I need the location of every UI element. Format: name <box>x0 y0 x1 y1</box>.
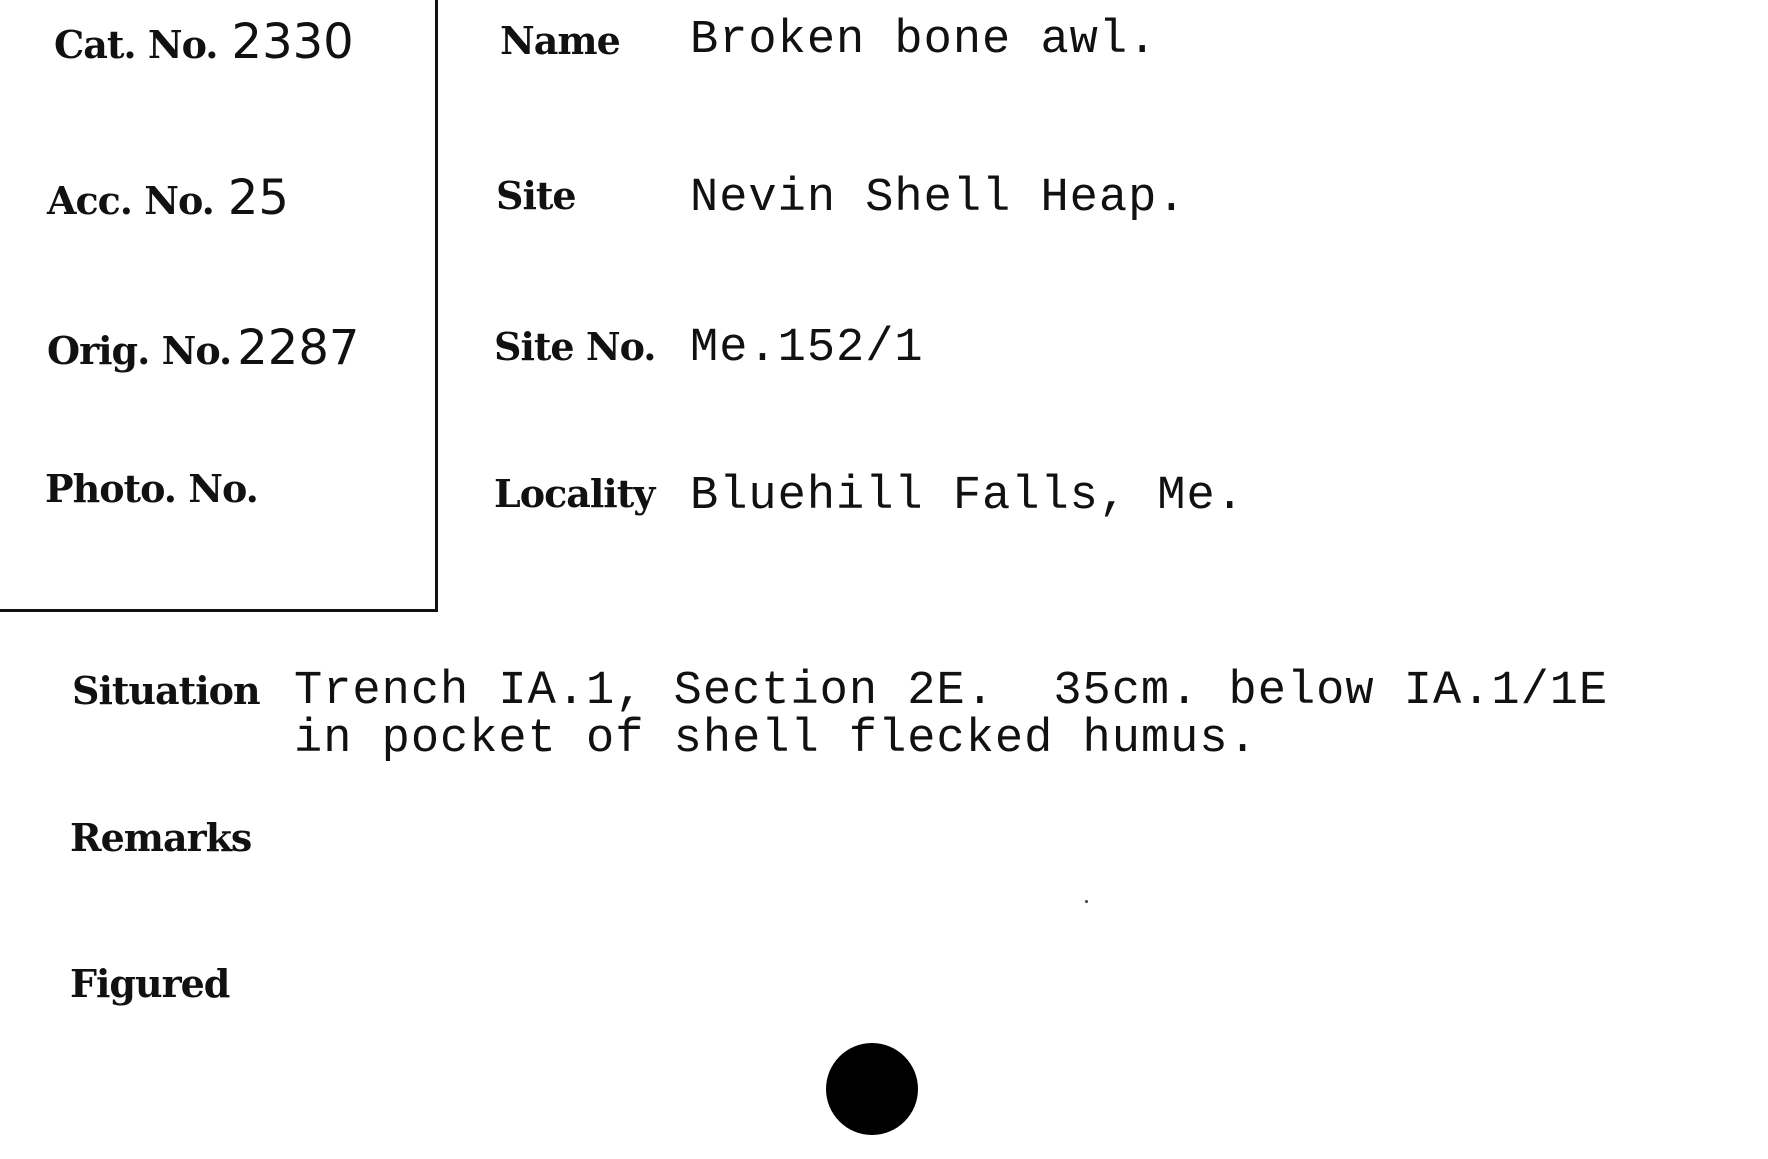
locality-value: Bluehill Falls, Me. <box>690 470 1245 523</box>
remarks-label: Remarks <box>70 815 252 860</box>
orig-no-label: Orig. No. <box>47 328 232 373</box>
speck-mark <box>1085 900 1088 903</box>
photo-no-label: Photo. No. <box>45 466 258 511</box>
cat-no-row <box>54 14 354 70</box>
site-value: Nevin Shell Heap. <box>690 172 1187 225</box>
site-label: Site <box>496 173 576 218</box>
cat-no-label: Cat. No. <box>54 22 218 67</box>
name-label: Name <box>500 18 620 63</box>
acc-no-row <box>47 170 289 226</box>
orig-no-value: 2287 <box>237 320 360 376</box>
site-no-label: Site No. <box>494 324 656 369</box>
acc-no-label: Acc. No. <box>47 178 214 223</box>
site-no-value: Me.152/1 <box>690 322 924 375</box>
situation-label: Situation <box>72 668 260 713</box>
number-box <box>0 0 438 612</box>
acc-no-value: 25 <box>227 170 289 226</box>
name-value: Broken bone awl. <box>690 14 1158 67</box>
figured-label: Figured <box>70 961 230 1006</box>
situation-text <box>294 665 1609 766</box>
cat-no-value: 2330 <box>231 14 354 70</box>
photo-no-row <box>45 466 258 511</box>
orig-no-row <box>47 320 359 376</box>
situation-line-1: Trench IA.1, Section 2E. 35cm. below IA.1/1E <box>294 665 1609 718</box>
situation-line-2: in pocket of shell flecked humus. <box>294 713 1258 766</box>
locality-label: Locality <box>494 471 655 516</box>
punch-hole <box>826 1043 918 1135</box>
